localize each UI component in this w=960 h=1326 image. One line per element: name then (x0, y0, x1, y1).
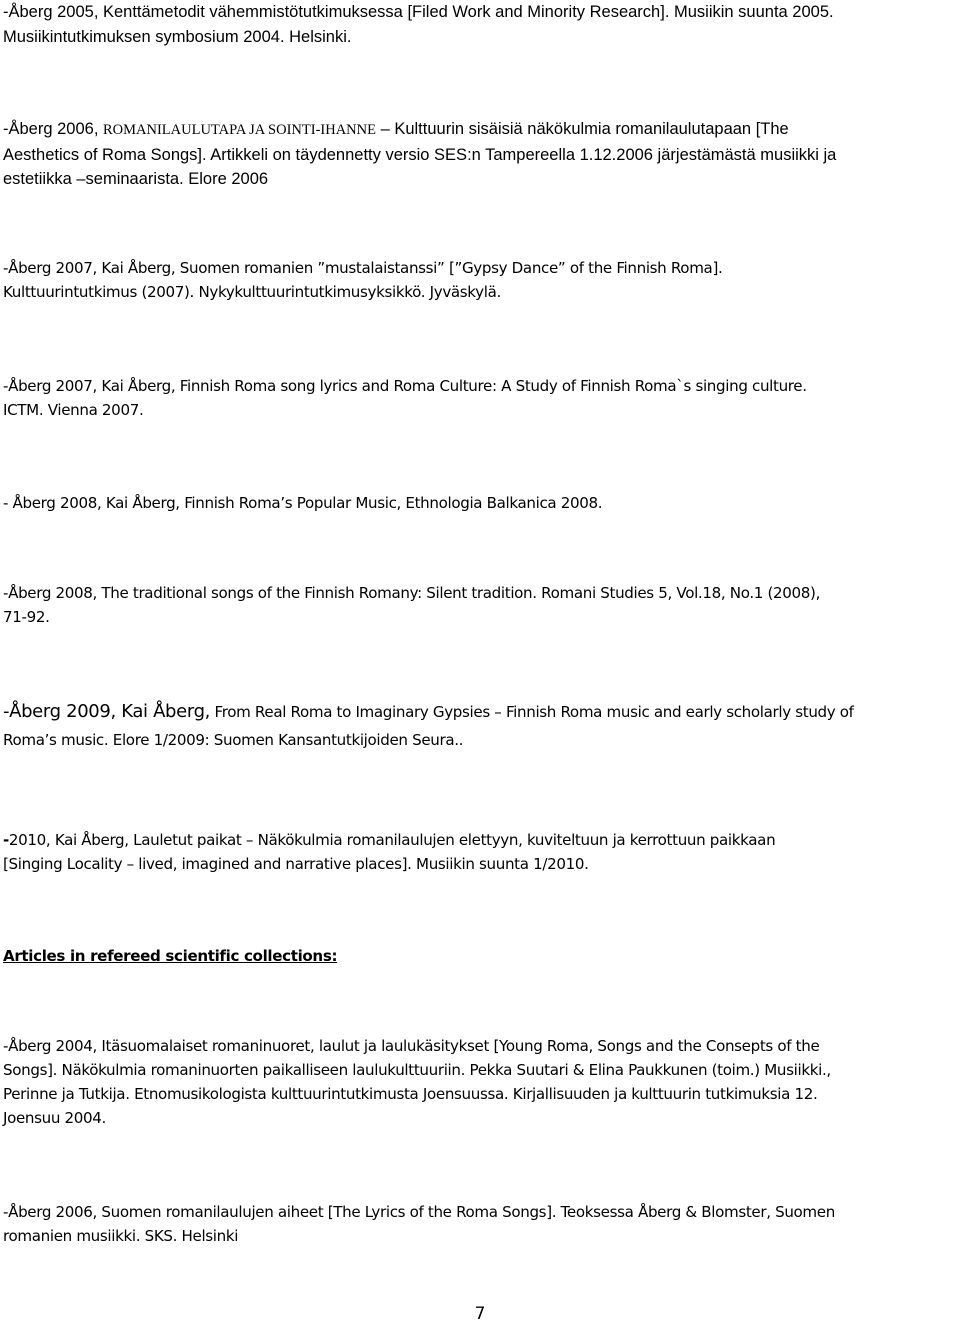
reference-entry (3, 0, 955, 49)
text-line: -Åberg 2005, Kenttämetodit vähemmistötutkimuksessa [Filed Work and Minority Research]. Musiikin suunta 2005. (3, 3, 834, 21)
text-line: [Singing Locality – lived, imagined and narrative places]. Musiikin suunta 1/2010. (3, 855, 589, 873)
reference-entry (3, 1200, 955, 1248)
text-line: estetiikka –seminaarista. Elore 2006 (3, 170, 269, 188)
text-run: From Real Roma to Imaginary Gypsies – Finnish Roma music and early scholarly study of (210, 703, 854, 721)
text-line: ICTM. Vienna 2007. (3, 401, 144, 419)
text-line (3, 828, 955, 852)
text-line: Kulttuurintutkimus (2007). Nykykulttuurintutkimusyksikkö. Jyväskylä. (3, 283, 501, 301)
text-line (3, 117, 955, 143)
text-line: Aesthetics of Roma Songs]. Artikkeli on täydennetty versio SES:n Tampereella 1.12.2006 järjestämästä musiikki ja (3, 145, 837, 164)
text-line: Roma’s music. Elore 1/2009: Suomen Kansantutkijoiden Seura.. (3, 731, 464, 749)
text-run: 2010, Kai Åberg, Lauletut paikat – Näkökulmia romanilaulujen elettyyn, kuviteltuun ja kerrottuun paikkaan (8, 831, 776, 849)
text-line: Musiikintutkimuksen symbosium 2004. Helsinki. (3, 27, 352, 46)
reference-entry (3, 828, 955, 876)
reference-entry (3, 698, 955, 754)
text-line: -Åberg 2004, Itäsuomalaiset romaninuoret, laulut ja laulukäsitykset [Young Roma, Songs and the Consepts of the (3, 1037, 820, 1055)
text-run: -Åberg 2006, (3, 120, 103, 138)
text-line: Articles in refereed scientific collections: (3, 947, 338, 965)
text-run: -Åberg 2009, Kai Åberg, (3, 701, 211, 722)
text-line: -Åberg 2006, Suomen romanilaulujen aiheet [The Lyrics of the Roma Songs]. Teoksessa Åberg & Blomster, Suomen (3, 1203, 835, 1221)
reference-entry (3, 491, 955, 515)
reference-entry (3, 117, 955, 192)
text-line (3, 698, 955, 726)
text-line: -Åberg 2007, Kai Åberg, Finnish Roma song lyrics and Roma Culture: A Study of Finnish Roma`s singing culture. (3, 377, 807, 395)
reference-entry (3, 1034, 955, 1130)
text-line: romanien musiikki. SKS. Helsinki (3, 1227, 239, 1245)
text-line: Joensuu 2004. (3, 1109, 106, 1127)
reference-entry (3, 581, 955, 629)
text-line: -Åberg 2007, Kai Åberg, Suomen romanien ”mustalaistanssi” [”Gypsy Dance” of the Finnish Roma]. (3, 259, 723, 277)
section-heading (3, 944, 955, 968)
text-line: Songs]. Näkökulmia romaninuorten paikalliseen laulukulttuuriin. Pekka Suutari & Elina Paukkunen (toim.) Musiikki., (3, 1061, 831, 1079)
text-line: - Åberg 2008, Kai Åberg, Finnish Roma’s Popular Music, Ethnologia Balkanica 2008. (3, 494, 603, 512)
text-run: - (3, 831, 9, 849)
article-title: ROMANILAULUTAPA JA SOINTI-IHANNE (102, 122, 376, 138)
text-line: 71-92. (3, 608, 50, 626)
reference-entry (3, 374, 955, 422)
text-line: Perinne ja Tutkija. Etnomusikologista kulttuurintutkimusta Joensuussa. Kirjallisuuden ja kulttuurin tutkimuksia 12. (3, 1085, 818, 1103)
reference-entry (3, 256, 955, 304)
page-number: 7 (474, 1304, 486, 1324)
text-run: – Kulttuurin sisäisiä näkökulmia romanilaulutapaan [The (375, 120, 789, 138)
text-line: -Åberg 2008, The traditional songs of the Finnish Romany: Silent tradition. Romani Studies 5, Vol.18, No.1 (2008), (3, 584, 821, 602)
